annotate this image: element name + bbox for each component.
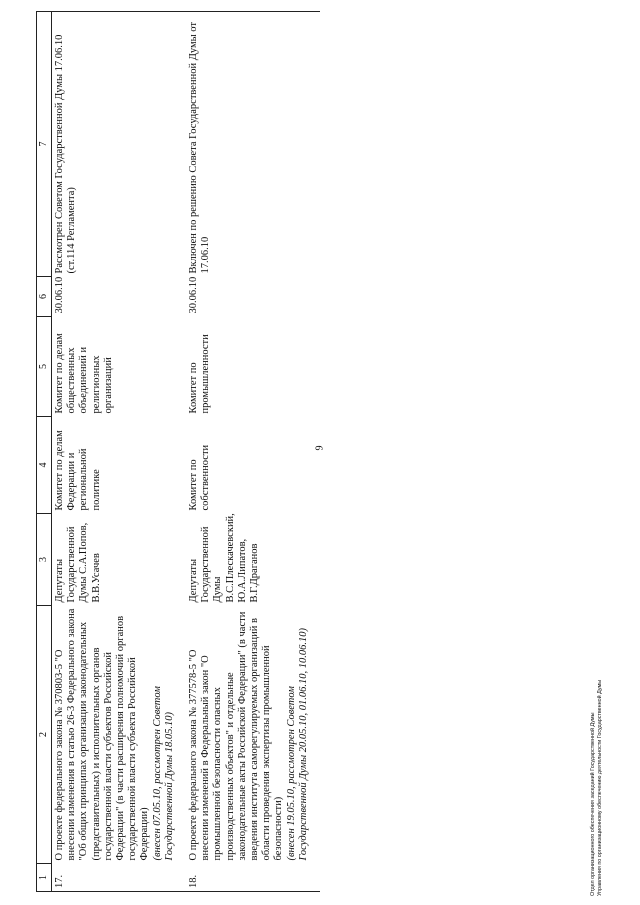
column-header: 2 bbox=[37, 606, 52, 864]
bill-note: (внесен 19.05.10, рассмотрен Советом Государственной Думы 20.05.10, 01.06.10, 10.06.10) bbox=[285, 628, 309, 861]
consideration-date: 30.06.10 bbox=[188, 276, 200, 314]
column-header: 1 bbox=[37, 864, 52, 892]
responsible-committee: Комитет по делам Федерации и региональной политике bbox=[54, 430, 102, 511]
bill-description bbox=[52, 606, 187, 864]
bill-authors: Депутаты Государственной Думы С.А.Попов, В.В.Усачев bbox=[54, 522, 102, 603]
council-decision: Рассмотрен Советом Государственной Думы 17.06.10 (ст.114 Регламента) bbox=[52, 12, 187, 277]
column-header: 7 bbox=[37, 12, 52, 277]
consideration-date: 30.06.10 bbox=[54, 276, 65, 314]
bill-note: (внесен 07.05.10, рассмотрен Советом Государственной Думы 18.05.10) bbox=[151, 686, 175, 861]
bill-authors: Депутаты Государственной Думы В.С.Плескачевский, Ю.А.Липатов, В.Г.Драганов bbox=[188, 513, 261, 603]
agenda-table bbox=[36, 11, 320, 892]
co-committee: Комитет по промышленности bbox=[188, 334, 212, 414]
column-header: 6 bbox=[37, 277, 52, 317]
table-header-row bbox=[37, 12, 52, 892]
bill-title: О проекте федерального закона № 370803-5 "О внесении изменения в статью 26-3 Федерального закона "Об общих принципах организации законодательных (представительных) и исполнительных органов государственной власти субъектов Российской Федерации" (в части расширения полномочий органов государственной власти субъекта Российской Федерации) bbox=[54, 608, 151, 861]
co-committee: Комитет по делам общественных объединений и религиозных организаций bbox=[54, 333, 114, 414]
page-number: 9 bbox=[314, 445, 326, 451]
row-number: 18. bbox=[186, 864, 320, 892]
table-row bbox=[186, 12, 320, 892]
column-header: 4 bbox=[37, 417, 52, 514]
footer-directorate: Управления по организационному обеспечению деятельности Государственной Думы bbox=[597, 679, 603, 896]
responsible-committee: Комитет по собственности bbox=[188, 444, 212, 511]
agenda-table-container bbox=[36, 12, 626, 892]
bill-title: О проекте федерального закона № 377578-5 "О внесении изменений в Федеральный закон "О промышленной безопасности опасных производственных объектов" и отдельные законодательные акты Российской Федерации" (в части введения института саморегулируемых организаций в области проведения экспертизы промышленной безопасности) bbox=[188, 611, 285, 861]
column-header: 3 bbox=[37, 514, 52, 606]
table-row bbox=[52, 12, 187, 892]
row-number: 17. bbox=[52, 864, 187, 892]
column-header: 5 bbox=[37, 317, 52, 417]
footer-department: Отдел организационного обеспечения заседаний Государственной Думы bbox=[590, 712, 596, 896]
bill-description bbox=[186, 606, 320, 864]
footer bbox=[590, 596, 604, 896]
council-decision: Включен по решению Совета Государственной Думы от 17.06.10 bbox=[186, 12, 320, 277]
